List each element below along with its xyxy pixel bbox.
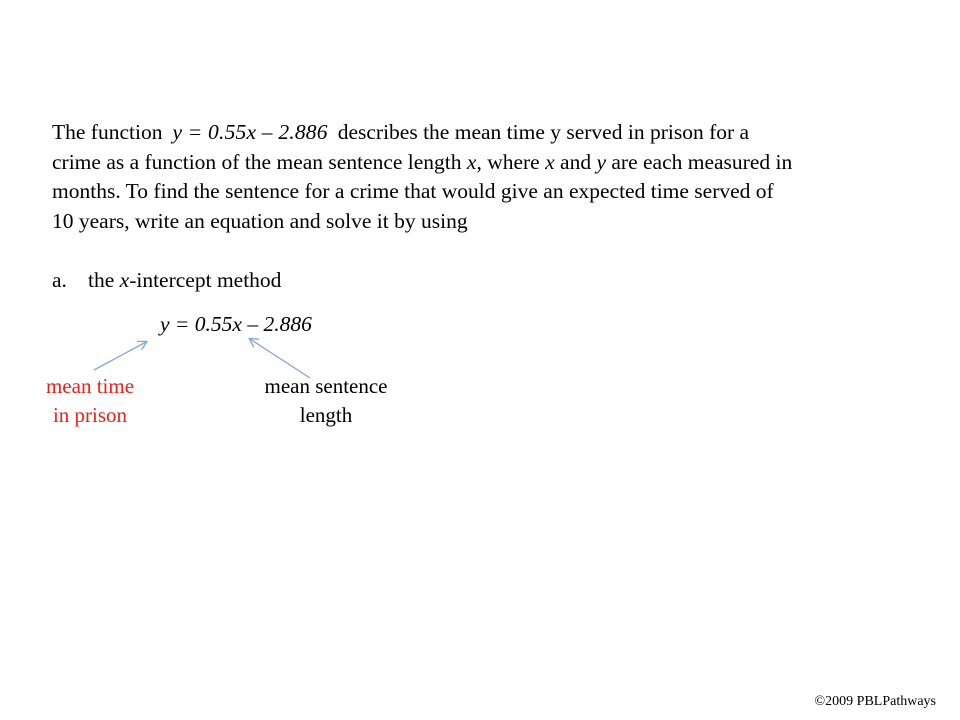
variable-x: x [466, 149, 477, 174]
problem-text: crime as a function of the mean sentence length [52, 149, 462, 174]
y-label-line-2: in prison [52, 403, 128, 427]
arrow-to-y [94, 342, 146, 370]
part-a-letter: a. [52, 268, 67, 292]
problem-line-3: months. To find the sentence for a crime that would give an expected time served of [52, 179, 774, 203]
x-label-line-2: length [299, 403, 353, 427]
problem-prefix: The function [52, 120, 163, 144]
problem-text: are each measured in [611, 149, 793, 174]
variable-y: y [596, 149, 606, 174]
y-variable-label [30, 372, 150, 430]
y-label-line-1: mean time [45, 374, 135, 398]
problem-text: and [560, 149, 592, 174]
problem-text: , where [476, 149, 540, 174]
variable-x: x [119, 268, 130, 292]
annotated-equation: y = 0.55x – 2.886 [160, 312, 312, 336]
copyright-footer: ©2009 PBLPathways [814, 694, 936, 709]
problem-line-4: 10 years, write an equation and solve it by using [52, 208, 468, 233]
part-a-text: the [88, 268, 115, 292]
x-label-line-1: mean sentence [264, 374, 388, 398]
function-equation: y = 0.55x – 2.886 [172, 120, 328, 144]
problem-suffix: describes the mean time y served in prison for a [337, 120, 750, 144]
part-a-text-suffix: -intercept method [129, 268, 282, 292]
x-variable-label [236, 372, 416, 430]
variable-x: x [545, 149, 555, 174]
